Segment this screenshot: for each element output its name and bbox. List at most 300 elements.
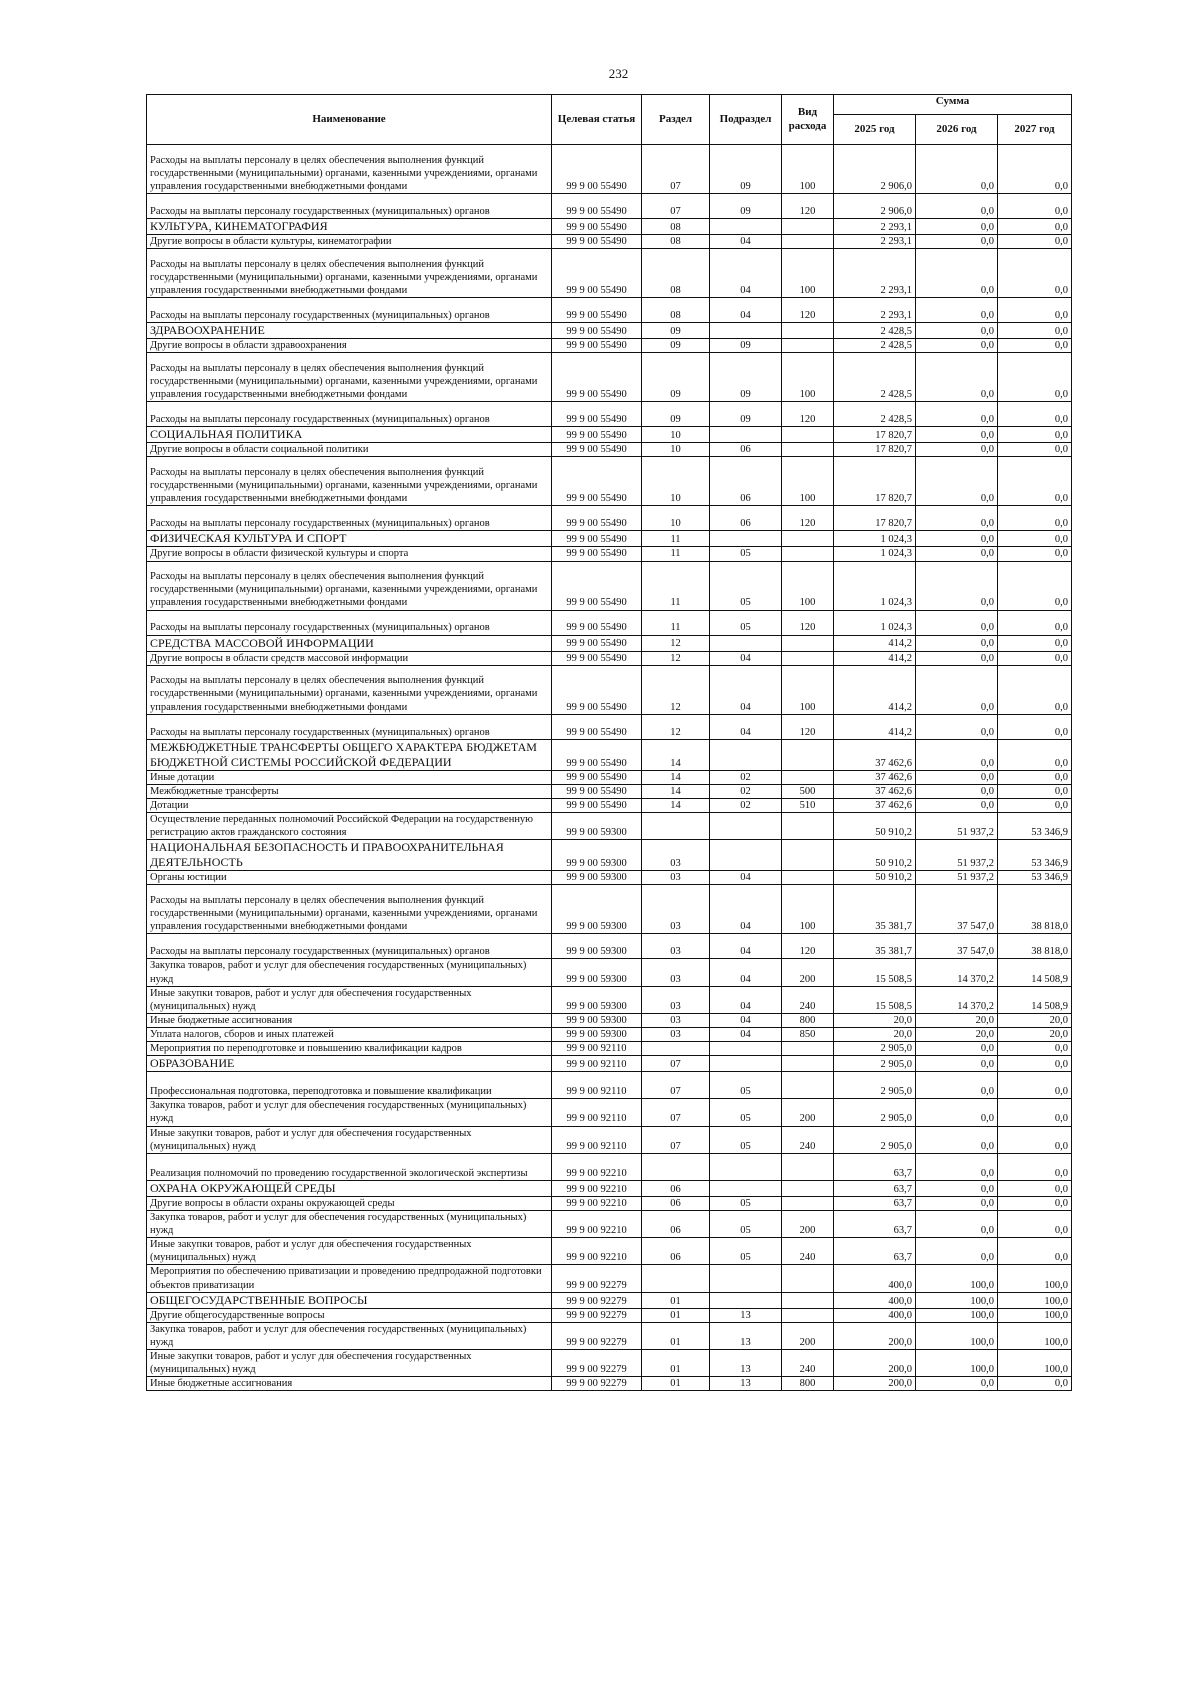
row-sum-2026: 0,0 (916, 1042, 998, 1056)
row-name: ОБРАЗОВАНИЕ (147, 1056, 552, 1072)
row-target-article: 99 9 00 59300 (552, 840, 642, 871)
row-name: Расходы на выплаты персоналу в целях обеспечения выполнения функций государственными (муниципальными) органами, казенными учреждениями, органами управления государственными внебюджетными фондами (147, 145, 552, 194)
row-sum-2026: 0,0 (916, 249, 998, 298)
row-target-article: 99 9 00 55490 (552, 339, 642, 353)
row-sum-2026: 0,0 (916, 1377, 998, 1391)
row-sum-2026: 14 370,2 (916, 986, 998, 1013)
row-sum-2027: 0,0 (998, 443, 1072, 457)
row-sum-2025: 50 910,2 (834, 813, 916, 840)
table-row (147, 323, 1072, 339)
row-sum-2027: 0,0 (998, 610, 1072, 635)
row-sum-2025: 63,7 (834, 1210, 916, 1237)
row-sum-2027: 100,0 (998, 1350, 1072, 1377)
row-sum-2026: 0,0 (916, 547, 998, 561)
row-sum-2026: 0,0 (916, 561, 998, 610)
row-expense-type: 100 (782, 665, 834, 714)
row-subsection: 05 (710, 1196, 782, 1210)
row-sum-2026: 0,0 (916, 1238, 998, 1265)
row-subsection (710, 739, 782, 770)
row-name: Расходы на выплаты персоналу государственных (муниципальных) органов (147, 194, 552, 219)
row-sum-2026: 0,0 (916, 798, 998, 812)
row-target-article: 99 9 00 59300 (552, 934, 642, 959)
row-section: 10 (642, 457, 710, 506)
row-name: Иные закупки товаров, работ и услуг для обеспечения государственных (муниципальных) нужд (147, 1126, 552, 1153)
table-row (147, 1056, 1072, 1072)
row-sum-2025: 414,2 (834, 665, 916, 714)
row-sum-2026: 0,0 (916, 1099, 998, 1126)
row-target-article: 99 9 00 92279 (552, 1377, 642, 1391)
row-subsection (710, 1265, 782, 1292)
row-name: Органы юстиции (147, 871, 552, 885)
table-row (147, 1126, 1072, 1153)
table-row (147, 1153, 1072, 1180)
row-subsection: 13 (710, 1350, 782, 1377)
row-subsection (710, 1180, 782, 1196)
row-subsection: 04 (710, 934, 782, 959)
row-subsection: 04 (710, 665, 782, 714)
row-subsection: 02 (710, 784, 782, 798)
table-row (147, 1238, 1072, 1265)
row-subsection (710, 1292, 782, 1308)
row-target-article: 99 9 00 55490 (552, 531, 642, 547)
row-sum-2026: 0,0 (916, 219, 998, 235)
row-target-article: 99 9 00 92279 (552, 1292, 642, 1308)
row-name: НАЦИОНАЛЬНАЯ БЕЗОПАСНОСТЬ И ПРАВООХРАНИТЕЛЬНАЯ ДЕЯТЕЛЬНОСТЬ (147, 840, 552, 871)
row-target-article: 99 9 00 55490 (552, 443, 642, 457)
row-sum-2027: 0,0 (998, 739, 1072, 770)
row-sum-2025: 400,0 (834, 1292, 916, 1308)
table-row (147, 1350, 1072, 1377)
row-expense-type: 100 (782, 885, 834, 934)
row-sum-2027: 100,0 (998, 1265, 1072, 1292)
row-target-article: 99 9 00 55490 (552, 219, 642, 235)
row-expense-type (782, 651, 834, 665)
row-subsection (710, 427, 782, 443)
row-target-article: 99 9 00 55490 (552, 457, 642, 506)
row-sum-2026: 0,0 (916, 770, 998, 784)
row-expense-type (782, 1056, 834, 1072)
row-target-article: 99 9 00 55490 (552, 323, 642, 339)
table-row (147, 145, 1072, 194)
row-expense-type (782, 871, 834, 885)
row-name: Осуществление переданных полномочий Российской Федерации на государственную регистрацию актов гражданского состояния (147, 813, 552, 840)
row-subsection: 06 (710, 457, 782, 506)
row-expense-type (782, 840, 834, 871)
row-name: ФИЗИЧЕСКАЯ КУЛЬТУРА И СПОРТ (147, 531, 552, 547)
row-expense-type (782, 1265, 834, 1292)
row-sum-2025: 63,7 (834, 1180, 916, 1196)
row-section: 06 (642, 1196, 710, 1210)
row-sum-2026: 51 937,2 (916, 840, 998, 871)
row-name: Расходы на выплаты персоналу в целях обеспечения выполнения функций государственными (муниципальными) органами, казенными учреждениями, органами управления государственными внебюджетными фондами (147, 353, 552, 402)
row-sum-2026: 0,0 (916, 443, 998, 457)
row-name: Иные закупки товаров, работ и услуг для обеспечения государственных (муниципальных) нужд (147, 986, 552, 1013)
table-row (147, 986, 1072, 1013)
row-name: Расходы на выплаты персоналу в целях обеспечения выполнения функций государственными (муниципальными) органами, казенными учреждениями, органами управления государственными внебюджетными фондами (147, 457, 552, 506)
row-target-article: 99 9 00 55490 (552, 784, 642, 798)
header-expense-type: Вид расхода (782, 95, 834, 145)
table-row (147, 219, 1072, 235)
row-sum-2026: 0,0 (916, 145, 998, 194)
row-sum-2026: 51 937,2 (916, 871, 998, 885)
table-row (147, 1265, 1072, 1292)
row-name: Реализация полномочий по проведению государственной экологической экспертизы (147, 1153, 552, 1180)
row-sum-2026: 0,0 (916, 1210, 998, 1237)
table-row (147, 443, 1072, 457)
table-row (147, 402, 1072, 427)
row-target-article: 99 9 00 92110 (552, 1056, 642, 1072)
row-section: 03 (642, 840, 710, 871)
row-section: 01 (642, 1350, 710, 1377)
row-name: Иные закупки товаров, работ и услуг для обеспечения государственных (муниципальных) нужд (147, 1350, 552, 1377)
row-name: Дотации (147, 798, 552, 812)
row-subsection (710, 1042, 782, 1056)
row-section: 12 (642, 665, 710, 714)
row-sum-2025: 35 381,7 (834, 934, 916, 959)
row-section (642, 1265, 710, 1292)
table-row (147, 665, 1072, 714)
row-name: Расходы на выплаты персоналу государственных (муниципальных) органов (147, 402, 552, 427)
table-row (147, 813, 1072, 840)
row-sum-2025: 20,0 (834, 1013, 916, 1027)
row-sum-2025: 1 024,3 (834, 531, 916, 547)
row-name: Расходы на выплаты персоналу государственных (муниципальных) органов (147, 610, 552, 635)
row-sum-2026: 0,0 (916, 353, 998, 402)
row-expense-type (782, 339, 834, 353)
row-target-article: 99 9 00 55490 (552, 635, 642, 651)
row-section: 12 (642, 651, 710, 665)
table-row (147, 770, 1072, 784)
row-sum-2027: 14 508,9 (998, 959, 1072, 986)
row-subsection (710, 1153, 782, 1180)
row-sum-2026: 0,0 (916, 323, 998, 339)
table-row (147, 1292, 1072, 1308)
row-target-article: 99 9 00 55490 (552, 739, 642, 770)
row-name: Расходы на выплаты персоналу государственных (муниципальных) органов (147, 934, 552, 959)
row-section (642, 1042, 710, 1056)
row-target-article: 99 9 00 92210 (552, 1196, 642, 1210)
row-subsection: 04 (710, 1028, 782, 1042)
row-name: Межбюджетные трансферты (147, 784, 552, 798)
row-target-article: 99 9 00 59300 (552, 959, 642, 986)
row-sum-2025: 2 293,1 (834, 235, 916, 249)
row-target-article: 99 9 00 55490 (552, 402, 642, 427)
row-subsection: 04 (710, 298, 782, 323)
row-sum-2026: 0,0 (916, 1056, 998, 1072)
row-subsection (710, 635, 782, 651)
row-expense-type: 200 (782, 1210, 834, 1237)
row-name: Расходы на выплаты персоналу в целях обеспечения выполнения функций государственными (муниципальными) органами, казенными учреждениями, органами управления государственными внебюджетными фондами (147, 885, 552, 934)
row-subsection: 06 (710, 506, 782, 531)
row-sum-2027: 0,0 (998, 1099, 1072, 1126)
row-subsection: 04 (710, 651, 782, 665)
row-sum-2025: 2 428,5 (834, 353, 916, 402)
row-name: Мероприятия по переподготовке и повышению квалификации кадров (147, 1042, 552, 1056)
row-sum-2027: 38 818,0 (998, 934, 1072, 959)
table-header (147, 95, 1072, 145)
row-sum-2026: 100,0 (916, 1265, 998, 1292)
row-sum-2025: 63,7 (834, 1153, 916, 1180)
row-expense-type: 120 (782, 610, 834, 635)
row-sum-2027: 53 346,9 (998, 813, 1072, 840)
table-row (147, 1180, 1072, 1196)
row-section: 03 (642, 986, 710, 1013)
table-row (147, 1028, 1072, 1042)
row-sum-2027: 0,0 (998, 1180, 1072, 1196)
row-expense-type (782, 531, 834, 547)
row-sum-2026: 0,0 (916, 784, 998, 798)
row-sum-2026: 20,0 (916, 1013, 998, 1027)
header-subsection: Подраздел (710, 95, 782, 145)
row-section: 11 (642, 561, 710, 610)
table-row (147, 249, 1072, 298)
row-name: ОБЩЕГОСУДАРСТВЕННЫЕ ВОПРОСЫ (147, 1292, 552, 1308)
row-sum-2026: 100,0 (916, 1292, 998, 1308)
row-sum-2025: 414,2 (834, 651, 916, 665)
header-sum: Сумма (834, 95, 1072, 115)
row-expense-type: 800 (782, 1013, 834, 1027)
header-year-2027: 2027 год (998, 115, 1072, 145)
row-sum-2027: 0,0 (998, 1210, 1072, 1237)
table-row (147, 610, 1072, 635)
row-section: 06 (642, 1180, 710, 1196)
row-sum-2026: 20,0 (916, 1028, 998, 1042)
row-section: 01 (642, 1292, 710, 1308)
row-name: Закупка товаров, работ и услуг для обеспечения государственных (муниципальных) нужд (147, 959, 552, 986)
row-expense-type: 100 (782, 561, 834, 610)
row-expense-type: 240 (782, 1238, 834, 1265)
row-name: Расходы на выплаты персоналу в целях обеспечения выполнения функций государственными (муниципальными) органами, казенными учреждениями, органами управления государственными внебюджетными фондами (147, 249, 552, 298)
row-name: Другие вопросы в области охраны окружающей среды (147, 1196, 552, 1210)
row-sum-2027: 53 346,9 (998, 871, 1072, 885)
row-sum-2025: 17 820,7 (834, 457, 916, 506)
row-sum-2027: 0,0 (998, 1196, 1072, 1210)
row-expense-type: 120 (782, 194, 834, 219)
row-subsection: 02 (710, 770, 782, 784)
row-section (642, 1153, 710, 1180)
table-row (147, 427, 1072, 443)
table-row (147, 298, 1072, 323)
row-expense-type: 100 (782, 457, 834, 506)
row-sum-2025: 35 381,7 (834, 885, 916, 934)
row-name: Другие вопросы в области средств массовой информации (147, 651, 552, 665)
row-sum-2025: 400,0 (834, 1265, 916, 1292)
row-section: 14 (642, 770, 710, 784)
table-row (147, 798, 1072, 812)
row-sum-2025: 2 906,0 (834, 145, 916, 194)
table-row (147, 714, 1072, 739)
row-section: 06 (642, 1210, 710, 1237)
row-sum-2027: 0,0 (998, 547, 1072, 561)
row-expense-type: 120 (782, 714, 834, 739)
row-name: Расходы на выплаты персоналу в целях обеспечения выполнения функций государственными (муниципальными) органами, казенными учреждениями, органами управления государственными внебюджетными фондами (147, 561, 552, 610)
row-section (642, 813, 710, 840)
row-subsection: 04 (710, 235, 782, 249)
row-name: Расходы на выплаты персоналу государственных (муниципальных) органов (147, 506, 552, 531)
row-section: 10 (642, 506, 710, 531)
row-sum-2026: 100,0 (916, 1322, 998, 1349)
row-section: 03 (642, 1013, 710, 1027)
row-name: Другие общегосударственные вопросы (147, 1308, 552, 1322)
row-sum-2027: 0,0 (998, 323, 1072, 339)
row-sum-2026: 0,0 (916, 665, 998, 714)
row-sum-2025: 15 508,5 (834, 986, 916, 1013)
row-sum-2025: 400,0 (834, 1308, 916, 1322)
row-section: 12 (642, 714, 710, 739)
row-subsection: 09 (710, 145, 782, 194)
row-sum-2027: 0,0 (998, 1238, 1072, 1265)
table-row (147, 1322, 1072, 1349)
row-expense-type (782, 547, 834, 561)
row-expense-type: 800 (782, 1377, 834, 1391)
row-expense-type: 120 (782, 506, 834, 531)
row-sum-2026: 0,0 (916, 402, 998, 427)
row-target-article: 99 9 00 55490 (552, 298, 642, 323)
row-sum-2027: 0,0 (998, 235, 1072, 249)
row-target-article: 99 9 00 59300 (552, 871, 642, 885)
table-row (147, 1308, 1072, 1322)
row-expense-type: 100 (782, 249, 834, 298)
row-sum-2027: 0,0 (998, 353, 1072, 402)
row-expense-type (782, 235, 834, 249)
table-row (147, 784, 1072, 798)
row-sum-2025: 200,0 (834, 1377, 916, 1391)
row-expense-type: 850 (782, 1028, 834, 1042)
row-sum-2027: 38 818,0 (998, 885, 1072, 934)
row-sum-2025: 2 293,1 (834, 219, 916, 235)
row-expense-type (782, 1153, 834, 1180)
row-sum-2027: 0,0 (998, 298, 1072, 323)
row-sum-2025: 2 905,0 (834, 1072, 916, 1099)
row-sum-2027: 0,0 (998, 784, 1072, 798)
row-name: МЕЖБЮДЖЕТНЫЕ ТРАНСФЕРТЫ ОБЩЕГО ХАРАКТЕРА БЮДЖЕТАМ БЮДЖЕТНОЙ СИСТЕМЫ РОССИЙСКОЙ ФЕДЕРАЦИИ (147, 739, 552, 770)
table-row (147, 457, 1072, 506)
row-target-article: 99 9 00 55490 (552, 353, 642, 402)
row-section: 07 (642, 194, 710, 219)
row-expense-type (782, 1196, 834, 1210)
table-row (147, 1042, 1072, 1056)
row-sum-2026: 0,0 (916, 1072, 998, 1099)
row-expense-type: 120 (782, 402, 834, 427)
row-sum-2026: 0,0 (916, 1126, 998, 1153)
row-target-article: 99 9 00 55490 (552, 610, 642, 635)
row-name: Мероприятия по обеспечению приватизации и проведению предпродажной подготовки объектов приватизации (147, 1265, 552, 1292)
row-sum-2026: 0,0 (916, 610, 998, 635)
row-sum-2025: 37 462,6 (834, 739, 916, 770)
row-target-article: 99 9 00 92110 (552, 1099, 642, 1126)
row-section: 08 (642, 235, 710, 249)
table-row (147, 1377, 1072, 1391)
row-target-article: 99 9 00 59300 (552, 885, 642, 934)
row-section: 03 (642, 934, 710, 959)
row-expense-type (782, 1308, 834, 1322)
row-target-article: 99 9 00 59300 (552, 813, 642, 840)
row-sum-2027: 0,0 (998, 1153, 1072, 1180)
row-sum-2025: 2 293,1 (834, 298, 916, 323)
row-sum-2027: 0,0 (998, 339, 1072, 353)
row-sum-2026: 0,0 (916, 506, 998, 531)
row-expense-type: 510 (782, 798, 834, 812)
row-name: Профессиональная подготовка, переподготовка и повышение квалификации (147, 1072, 552, 1099)
row-name: Другие вопросы в области здравоохранения (147, 339, 552, 353)
header-target-article: Целевая статья (552, 95, 642, 145)
row-sum-2027: 20,0 (998, 1013, 1072, 1027)
row-sum-2027: 0,0 (998, 665, 1072, 714)
table-row (147, 1013, 1072, 1027)
table-row (147, 959, 1072, 986)
row-sum-2027: 0,0 (998, 457, 1072, 506)
row-subsection: 04 (710, 1013, 782, 1027)
table-row (147, 1099, 1072, 1126)
row-sum-2025: 50 910,2 (834, 840, 916, 871)
row-sum-2025: 2 905,0 (834, 1042, 916, 1056)
row-sum-2027: 100,0 (998, 1308, 1072, 1322)
header-year-2025: 2025 год (834, 115, 916, 145)
table-row (147, 651, 1072, 665)
row-expense-type: 240 (782, 1126, 834, 1153)
row-sum-2025: 1 024,3 (834, 547, 916, 561)
row-expense-type: 240 (782, 1350, 834, 1377)
row-section: 03 (642, 885, 710, 934)
row-subsection: 09 (710, 402, 782, 427)
row-sum-2026: 0,0 (916, 339, 998, 353)
row-section: 14 (642, 798, 710, 812)
row-sum-2025: 37 462,6 (834, 770, 916, 784)
row-section: 09 (642, 402, 710, 427)
header-name: Наименование (147, 95, 552, 145)
row-name: Расходы на выплаты персоналу государственных (муниципальных) органов (147, 298, 552, 323)
row-section: 01 (642, 1322, 710, 1349)
row-section: 07 (642, 145, 710, 194)
table-row (147, 506, 1072, 531)
row-sum-2026: 100,0 (916, 1308, 998, 1322)
row-name: СОЦИАЛЬНАЯ ПОЛИТИКА (147, 427, 552, 443)
row-sum-2027: 0,0 (998, 561, 1072, 610)
row-subsection: 04 (710, 959, 782, 986)
row-sum-2026: 0,0 (916, 714, 998, 739)
row-section: 03 (642, 1028, 710, 1042)
row-subsection: 13 (710, 1308, 782, 1322)
row-target-article: 99 9 00 92279 (552, 1350, 642, 1377)
row-section: 10 (642, 427, 710, 443)
row-subsection (710, 1056, 782, 1072)
row-subsection (710, 219, 782, 235)
row-name: Уплата налогов, сборов и иных платежей (147, 1028, 552, 1042)
header-section: Раздел (642, 95, 710, 145)
row-sum-2027: 0,0 (998, 194, 1072, 219)
row-name: Закупка товаров, работ и услуг для обеспечения государственных (муниципальных) нужд (147, 1099, 552, 1126)
row-section: 03 (642, 871, 710, 885)
row-expense-type: 100 (782, 353, 834, 402)
row-section: 08 (642, 249, 710, 298)
row-sum-2027: 0,0 (998, 651, 1072, 665)
row-section: 03 (642, 959, 710, 986)
page-number: 232 (608, 66, 629, 81)
row-name: ОХРАНА ОКРУЖАЮЩЕЙ СРЕДЫ (147, 1180, 552, 1196)
row-section: 11 (642, 531, 710, 547)
row-sum-2026: 0,0 (916, 194, 998, 219)
row-expense-type: 200 (782, 1099, 834, 1126)
row-target-article: 99 9 00 55490 (552, 427, 642, 443)
row-target-article: 99 9 00 92279 (552, 1322, 642, 1349)
row-section: 14 (642, 739, 710, 770)
row-expense-type: 240 (782, 986, 834, 1013)
row-name: Иные закупки товаров, работ и услуг для обеспечения государственных (муниципальных) нужд (147, 1238, 552, 1265)
row-name: Закупка товаров, работ и услуг для обеспечения государственных (муниципальных) нужд (147, 1322, 552, 1349)
row-section: 01 (642, 1377, 710, 1391)
row-subsection: 05 (710, 1099, 782, 1126)
row-target-article: 99 9 00 55490 (552, 798, 642, 812)
